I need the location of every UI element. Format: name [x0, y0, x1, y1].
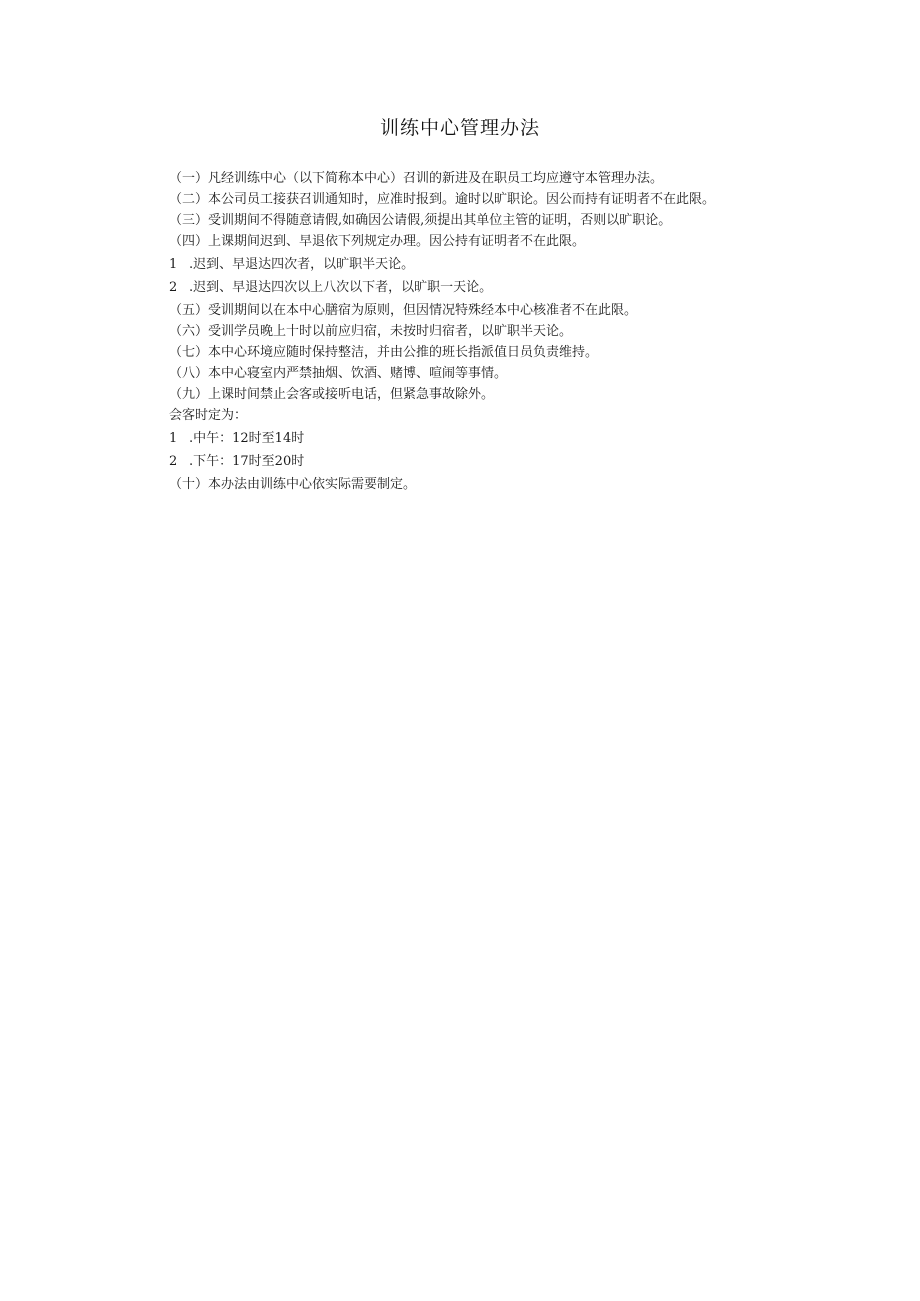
paragraph-10: （十）本办法由训练中心依实际需要制定。: [169, 477, 417, 492]
list-number: 1: [169, 431, 178, 446]
paragraph-7: （七）本中心环境应随时保持整洁，并由公推的班长指派值日员负责维持。: [169, 345, 599, 360]
list-item-text: .迟到、早退达四次者，以旷职半天论。: [189, 257, 415, 272]
paragraph-4: （四）上课期间迟到、早退依下列规定办理。因公持有证明者不在此限。: [169, 234, 586, 249]
late-rule-2: [138, 277, 778, 298]
paragraph-8: （八）本中心寝室内严禁抽烟、饮酒、赌博、喧闹等事情。: [169, 366, 508, 381]
late-rule-1: [138, 254, 778, 275]
visit-time-1: [138, 428, 778, 449]
list-number: 2: [169, 454, 178, 469]
paragraph-9: （九）上课时间禁止会客或接听电话，但紧急事故除外。: [169, 387, 495, 402]
list-item-text: .下午：17时至20时: [189, 454, 305, 469]
list-item-text: .迟到、早退达四次以上八次以下者，以旷职一天论。: [189, 280, 493, 295]
list-number: 2: [169, 280, 178, 295]
paragraph-2: （二）本公司员工接获召训通知时，应准时报到。逾时以旷职论。因公而持有证明者不在此限。: [169, 192, 716, 207]
list-number: 1: [169, 257, 178, 272]
visit-heading: 会客时定为：: [169, 408, 248, 423]
paragraph-5: （五）受训期间以在本中心膳宿为原则，但因情况特殊经本中心核准者不在此限。: [169, 303, 638, 318]
paragraph-3: （三）受训期间不得随意请假,如确因公请假,须提出其单位主管的证明，否则以旷职论。: [169, 213, 672, 228]
paragraph-6: （六）受训学员晚上十时以前应归宿，未按时归宿者，以旷职半天论。: [169, 324, 573, 339]
document-body: [138, 168, 778, 495]
list-item-text: .中午：12时至14时: [189, 431, 305, 446]
paragraph-1: （一）凡经训练中心（以下简称本中心）召训的新进及在职员工均应遵守本管理办法。: [169, 171, 664, 186]
document-title: 训练中心管理办法: [379, 117, 540, 139]
visit-time-2: [138, 451, 778, 472]
